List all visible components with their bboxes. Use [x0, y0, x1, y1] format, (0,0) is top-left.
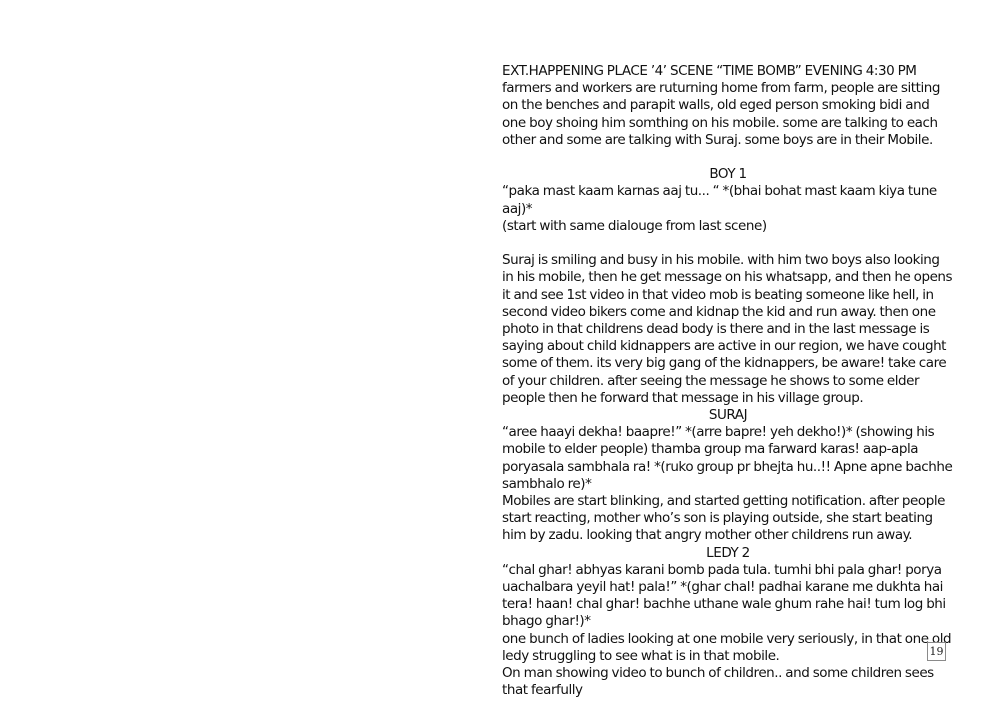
page-number: 19: [927, 642, 946, 661]
action-paragraph-1: farmers and workers are ruturning home from farm, people are sitting on the benches and parapit walls, old eged person smoking bidi and one boy shoing him somthing on his mobile. some are talking to each other and some are talking with Suraj. some boys are in their Mobile.: [502, 80, 941, 148]
dialogue-suraj: “aree haayi dekha! baapre!” *(arre bapre! yeh dekho!)* (showing his mobile to elder people) thamba group ma farward karas! aap-apla poryasala sambhala ra! *(ruko group pr bhejta hu..!! Apne apne bachhe sambhalo re)*: [502, 424, 953, 492]
scene-heading: EXT.HAPPENING PLACE ’4’ SCENE “TIME BOMB” EVENING 4:30 PM: [502, 63, 917, 79]
paragraph-gap: [502, 149, 954, 166]
dialogue-ledy-2: “chal ghar! abhyas karani bomb pada tula. tumhi bhi pala ghar! porya uachalbara yeyil hat! pala!” *(ghar chal! padhai karane me dukhta hai tera! haan! chal ghar! bachhe uthane wale ghum rahe hai! tum log bhi bhago ghar!)*: [502, 561, 946, 630]
character-name-ledy-2: LEDY 2: [706, 544, 750, 561]
character-name-suraj: SURAJ: [708, 407, 748, 424]
screenplay-text: [502, 63, 954, 699]
action-paragraph-2: Suraj is smiling and busy in his mobile. with him two boys also looking in his mobile, then he get message on his whatsapp, and then he opens it and see 1st video in that video mob is beating someone like hell, in second video bikers come and kidnap the kid and run away. then one photo in that childrens dead body is there and in the last message is saying about child kidnappers are active in our region, we have cought some of them. its very big gang of the kidnappers, be aware! take care of your children. after seeing the message he shows to some elder people then he forward that message in his village group.: [502, 252, 953, 406]
action-paragraph-4: one bunch of ladies looking at one mobile very seriously, in that one old ledy struggling to see what is in that mobile.: [502, 630, 952, 664]
parenthetical-boy-1: (start with same dialouge from last scene): [502, 217, 767, 234]
paragraph-gap: [502, 235, 954, 252]
action-paragraph-5: On man showing video to bunch of children.. and some children sees that fearfully: [502, 665, 934, 699]
dialogue-boy-1: “paka mast kaam karnas aaj tu... “ *(bhai bohat mast kaam kiya tune aaj)*: [502, 183, 937, 217]
action-paragraph-3: Mobiles are start blinking, and started getting notification. after people start reacting, mother who’s son is playing outside, she start beating him by zadu. looking that angry mother other childrens run away.: [502, 493, 945, 544]
character-name-boy-1: BOY 1: [709, 166, 747, 183]
